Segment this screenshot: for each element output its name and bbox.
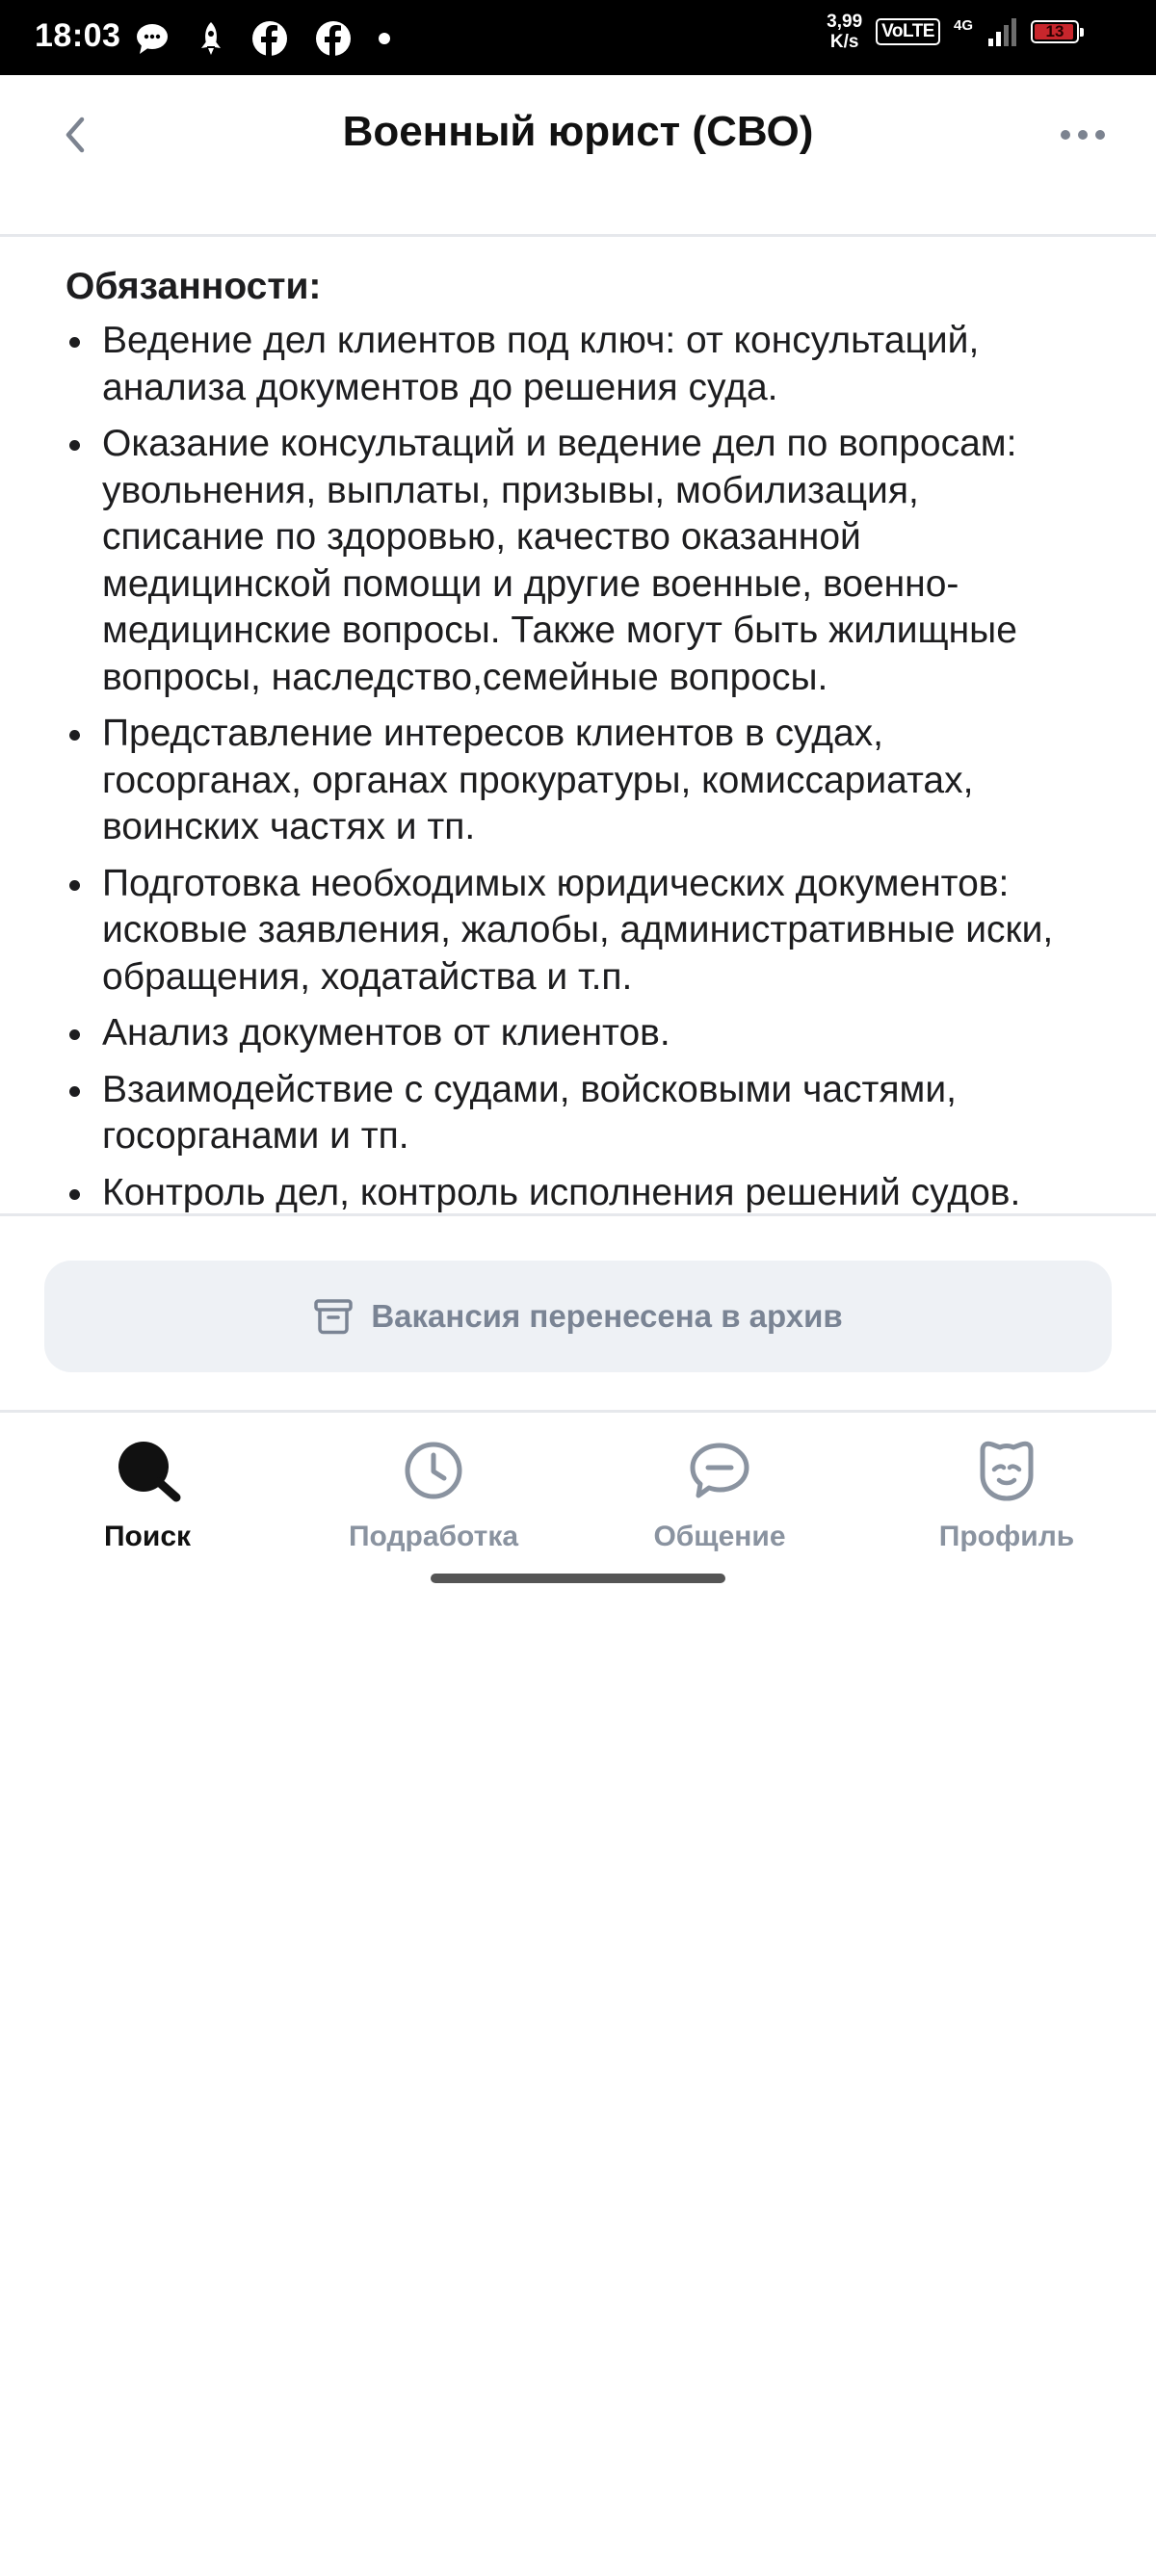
volte-badge: VoLTE — [876, 18, 940, 45]
facebook-icon — [314, 19, 353, 58]
dot-icon — [378, 32, 391, 45]
page-title: Военный юрист (СВО) — [342, 108, 814, 155]
nav-item-search[interactable] — [3, 1432, 292, 1586]
signal-icon — [986, 15, 1017, 48]
battery-level: 13 — [1045, 22, 1064, 40]
nav-label: Подработка — [348, 1521, 519, 1552]
archive-area — [0, 1213, 1156, 1413]
nav-item-side-jobs[interactable] — [289, 1432, 578, 1586]
network-speed — [827, 12, 862, 52]
list-item: Оказание консультаций и ведение дел по вопросам: увольнения, выплаты, призывы, мобилизация, списание по здоровью, качество оказанной медицинской помощи и другие военные, военно-медицинские вопросы. Также могут быть жилищные вопросы, наследство,семейные вопросы. — [66, 421, 1087, 701]
search-icon — [109, 1432, 186, 1509]
archive-label: Вакансия перенесена в архив — [371, 1298, 843, 1334]
duties-heading: Обязанности: — [66, 266, 322, 307]
nav-label: Поиск — [103, 1521, 192, 1552]
home-indicator[interactable] — [431, 1574, 725, 1583]
facebook-icon — [250, 19, 289, 58]
list-item: Взаимодействие с судами, войсковыми частями, госорганами и тп. — [66, 1067, 1087, 1160]
more-options-button[interactable] — [1052, 117, 1114, 152]
nav-item-profile[interactable] — [862, 1432, 1151, 1586]
battery-icon — [1031, 20, 1079, 43]
list-item: Анализ документов от клиентов. — [66, 1010, 1087, 1057]
more-dot — [1078, 130, 1088, 140]
nav-label: Общение — [653, 1521, 786, 1552]
notification-icons — [133, 19, 391, 58]
app-header — [0, 75, 1156, 237]
profile-face-icon — [968, 1432, 1045, 1509]
rocket-notification-icon — [197, 19, 225, 58]
status-time: 18:03 — [35, 17, 121, 54]
chat-bubble-icon — [681, 1432, 758, 1509]
vacancy-description[interactable] — [0, 237, 1156, 1213]
list-item: Контроль дел, контроль исполнения решений судов. — [66, 1170, 1087, 1214]
network-speed-value: 3,99 — [827, 12, 863, 32]
chevron-left-icon — [61, 114, 90, 156]
list-item: Подготовка необходимых юридических документов: исковые заявления, жалобы, административные иски, обращения, ходатайства и т.п. — [66, 861, 1087, 1002]
back-button[interactable] — [46, 106, 104, 164]
chat-notification-icon — [133, 19, 171, 58]
archive-status-banner — [44, 1261, 1112, 1372]
archive-box-icon — [313, 1297, 354, 1336]
list-item: Ведение дел клиентов под ключ: от консультаций, анализа документов до решения суда. — [66, 318, 1087, 411]
nav-label: Профиль — [938, 1521, 1075, 1552]
duties-list — [66, 318, 1087, 1213]
nav-item-chats[interactable] — [575, 1432, 864, 1586]
network-speed-unit: K/s — [829, 32, 859, 52]
system-indicators — [827, 12, 1079, 52]
more-dot — [1095, 130, 1105, 140]
network-type: 4G — [953, 16, 973, 34]
more-dot — [1061, 130, 1070, 140]
clock-icon — [395, 1432, 472, 1509]
status-bar — [0, 0, 1156, 75]
list-item: Представление интересов клиентов в судах, госорганах, органах прокуратуры, комиссариатах, воинских частях и тп. — [66, 711, 1087, 851]
